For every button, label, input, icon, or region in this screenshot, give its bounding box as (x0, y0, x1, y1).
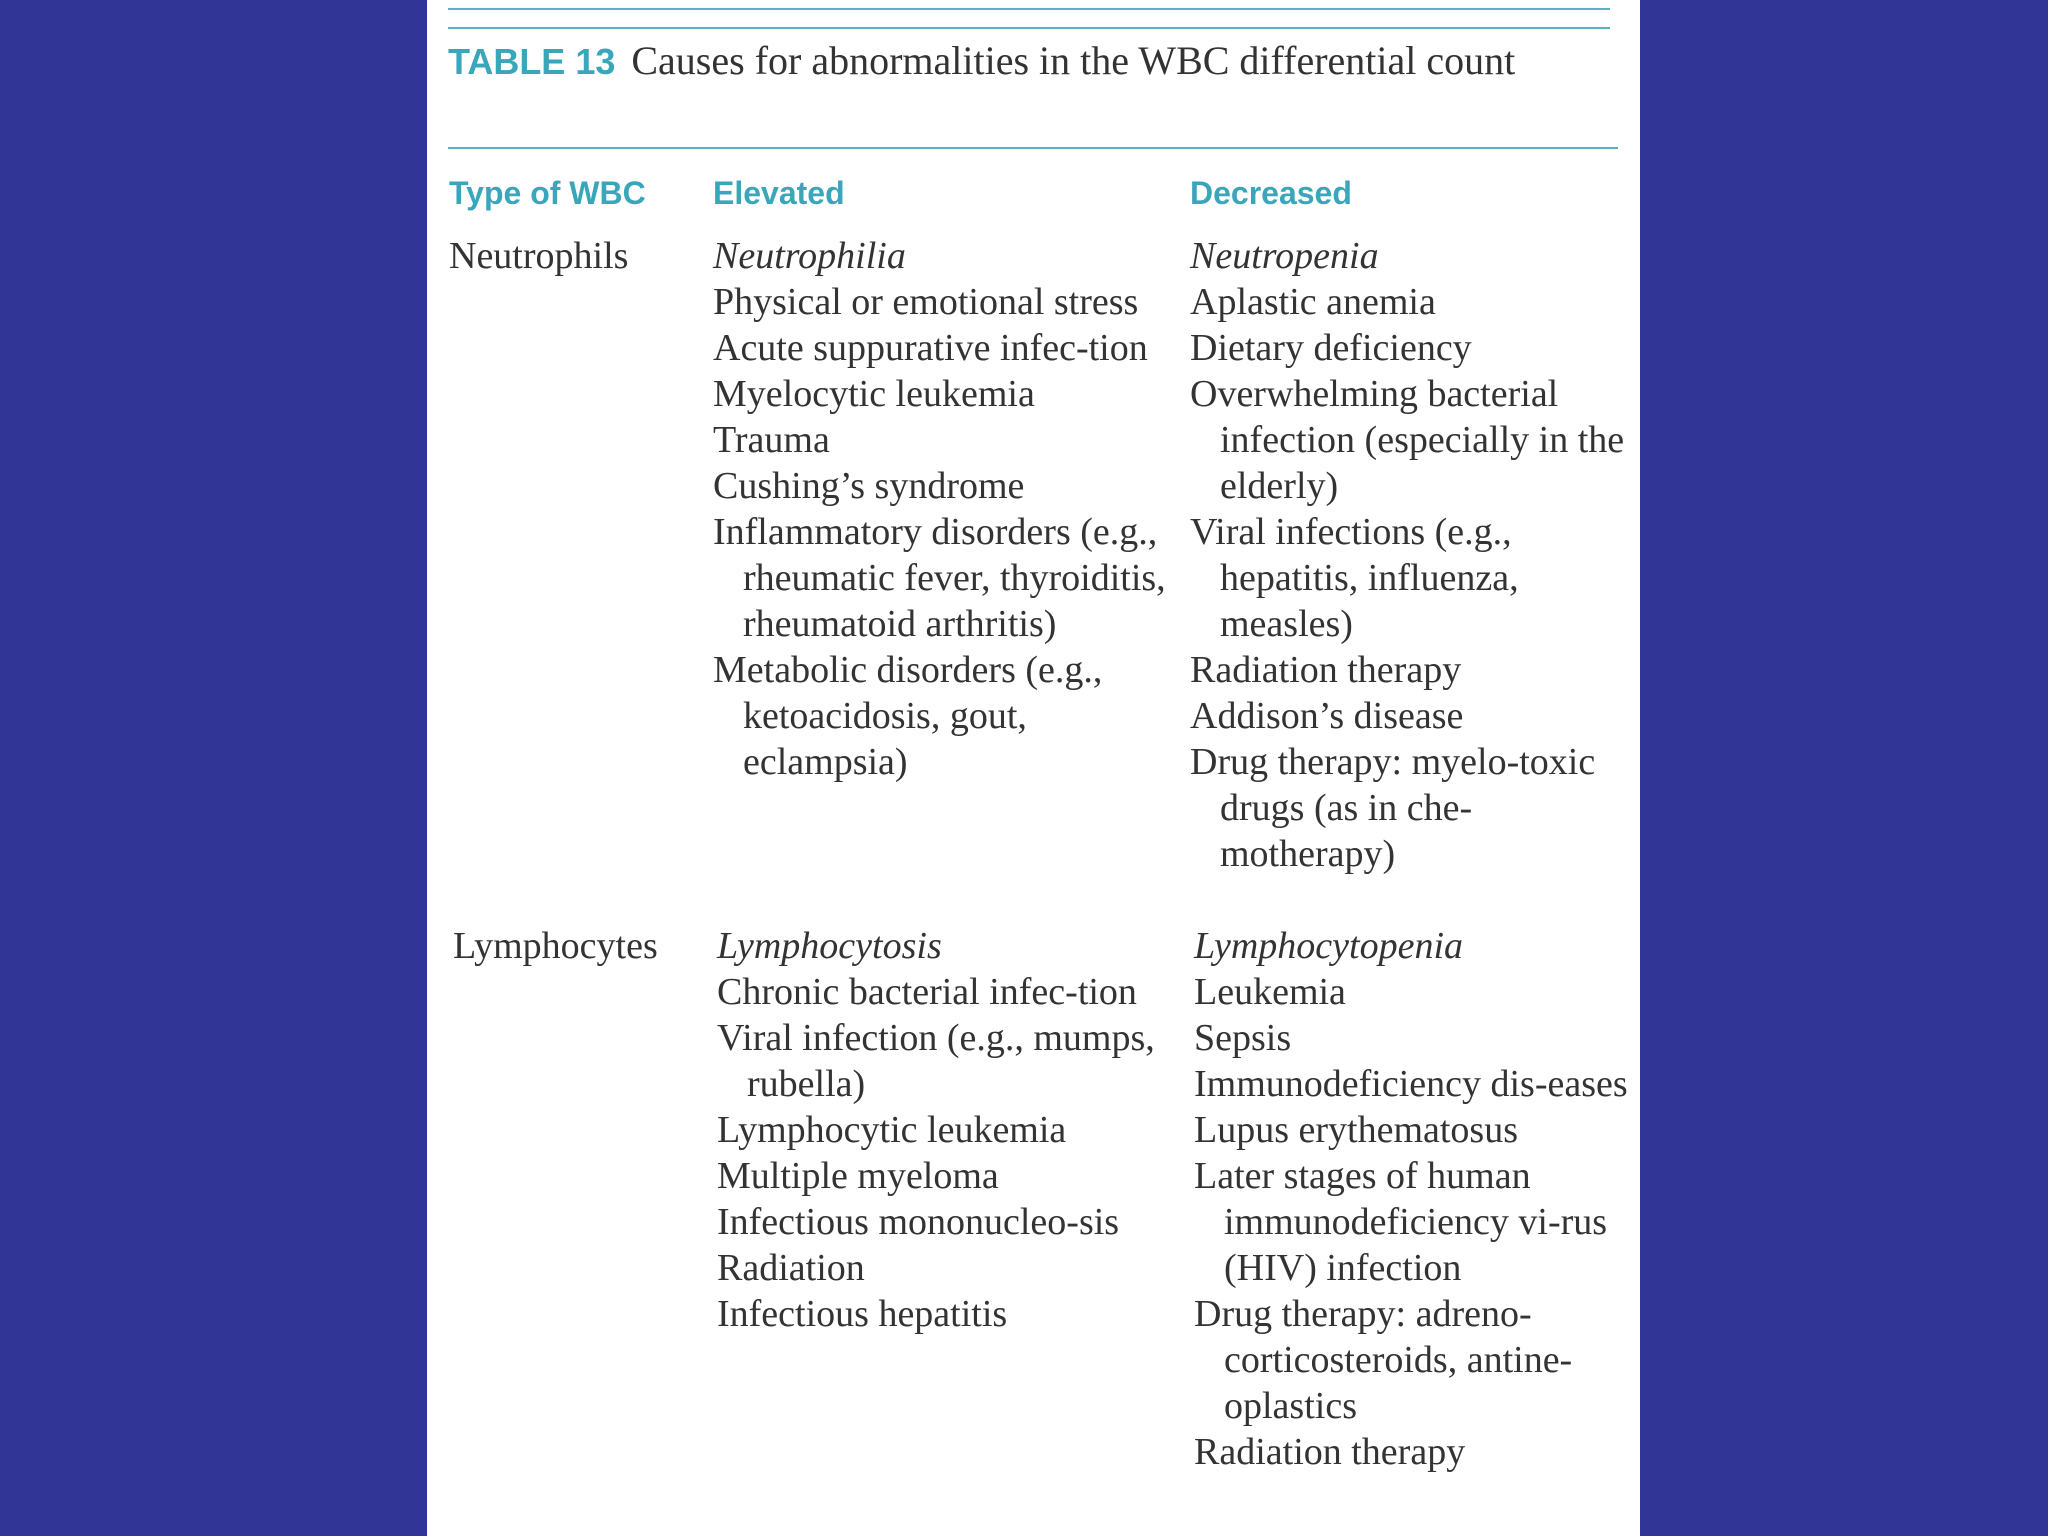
top-rule (448, 27, 1610, 29)
list-item: Later stages of human immunodeficiency vi-rus (HIV) infection (1194, 1155, 1608, 1289)
list-item: Cushing’s syndrome (713, 465, 1025, 507)
column-header-decreased: Decreased (1190, 175, 1352, 211)
table-label: TABLE 13 (448, 41, 616, 82)
list-item: Drug therapy: adreno-corticosteroids, antine-oplastics (1194, 1293, 1573, 1427)
neutropenia-heading: Neutropenia (1190, 235, 1379, 277)
list-item: Aplastic anemia (1190, 281, 1436, 323)
top-rule (448, 8, 1610, 10)
list-item: Lymphocytic leukemia (717, 1109, 1067, 1151)
list-item: Chronic bacterial infec-tion (717, 971, 1137, 1013)
list-item: Infectious hepatitis (717, 1293, 1008, 1335)
list-item: Acute suppurative infec-tion (713, 327, 1148, 369)
lymphocytopenia-heading: Lymphocytopenia (1194, 925, 1464, 967)
list-item: Viral infection (e.g., mumps, rubella) (717, 1017, 1155, 1105)
neutrophilia-heading: Neutrophilia (713, 235, 906, 277)
list-item: Myelocytic leukemia (713, 373, 1035, 415)
list-item: Physical or emotional stress (713, 281, 1139, 323)
row-type-neutrophils: Neutrophils (449, 235, 629, 277)
list-item: Dietary deficiency (1190, 327, 1472, 369)
list-item: Sepsis (1194, 1017, 1292, 1059)
list-item: Overwhelming bacterial infection (especially in the elderly) (1190, 373, 1625, 507)
list-item: Multiple myeloma (717, 1155, 999, 1197)
list-item: Inflammatory disorders (e.g., rheumatic fever, thyroiditis, rheumatoid arthritis) (713, 511, 1166, 645)
list-item: Metabolic disorders (e.g., ketoacidosis, gout, eclampsia) (713, 649, 1103, 783)
list-item: Radiation (717, 1247, 865, 1289)
list-item: Trauma (713, 419, 830, 461)
list-item: Lupus erythematosus (1194, 1109, 1519, 1151)
neutrophils-decreased-cell (1190, 233, 1630, 877)
header-rule (448, 147, 1618, 149)
list-item: Addison’s disease (1190, 695, 1464, 737)
table-caption (448, 38, 1628, 85)
lymphocytosis-heading: Lymphocytosis (717, 925, 942, 967)
list-item: Viral infections (e.g., hepatitis, influenza, measles) (1190, 511, 1519, 645)
list-item: Immunodeficiency dis-eases (1194, 1063, 1628, 1105)
document-page (427, 0, 1640, 1536)
table-title: Causes for abnormalities in the WBC differential count (631, 38, 1516, 83)
list-item: Radiation therapy (1190, 649, 1462, 691)
lymphocytes-decreased-cell (1194, 923, 1634, 1475)
list-item: Radiation therapy (1194, 1431, 1466, 1473)
list-item: Drug therapy: myelo-toxic drugs (as in che-motherapy) (1190, 741, 1596, 875)
column-header-type: Type of WBC (449, 175, 646, 211)
neutrophils-elevated-cell (713, 233, 1188, 785)
row-type-lymphocytes: Lymphocytes (453, 925, 658, 967)
list-item: Leukemia (1194, 971, 1346, 1013)
lymphocytes-elevated-cell (717, 923, 1188, 1337)
column-header-elevated: Elevated (713, 175, 845, 211)
list-item: Infectious mononucleo-sis (717, 1201, 1120, 1243)
